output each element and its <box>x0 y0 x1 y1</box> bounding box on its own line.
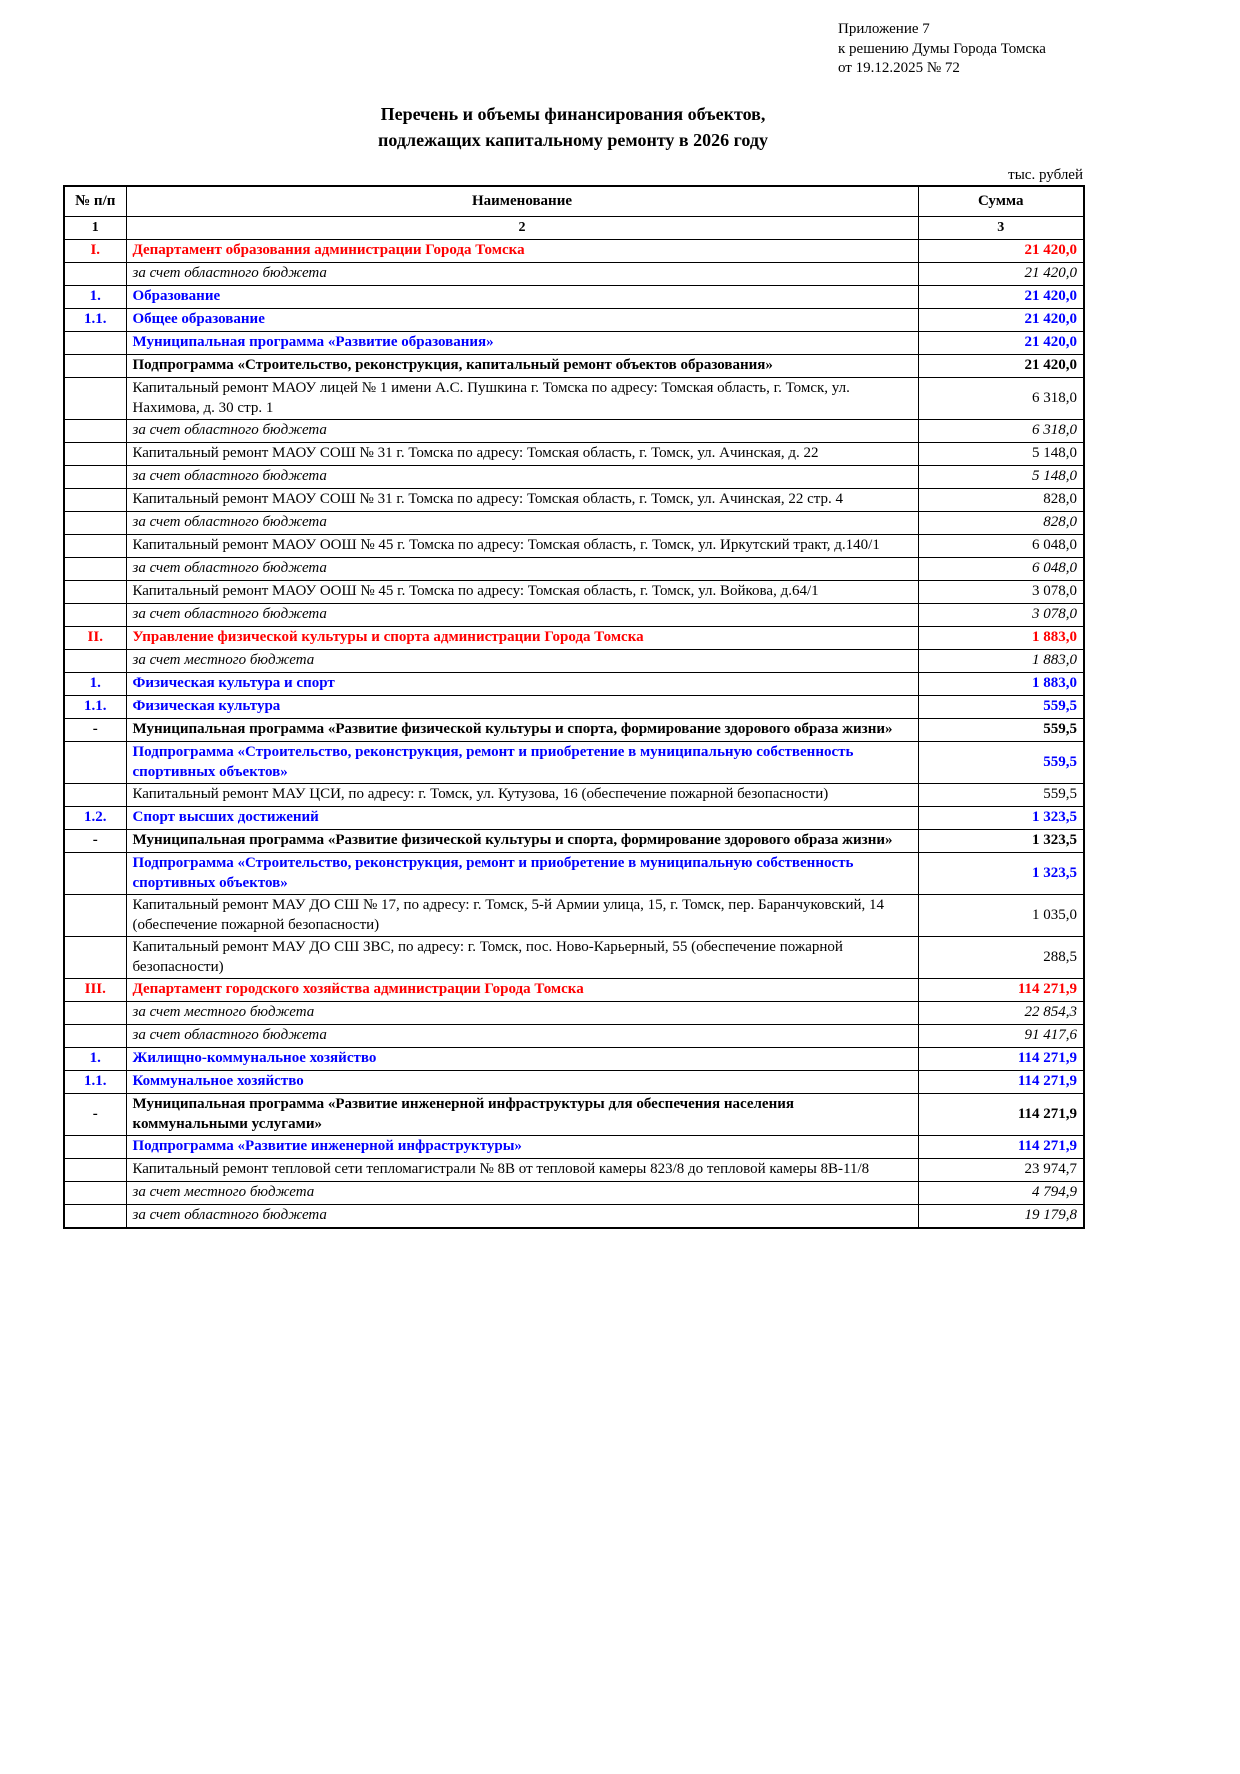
column-header-name: Наименование <box>126 186 918 217</box>
table-row <box>64 1159 1084 1182</box>
table-row <box>64 1136 1084 1159</box>
row-number <box>64 895 126 937</box>
table-row <box>64 830 1084 853</box>
row-sum: 559,5 <box>918 719 1084 742</box>
row-sum: 114 271,9 <box>918 1071 1084 1094</box>
row-number <box>64 378 126 420</box>
table-row <box>64 627 1084 650</box>
column-header-number: № п/п <box>64 186 126 217</box>
row-sum: 288,5 <box>918 937 1084 979</box>
row-number <box>64 1205 126 1228</box>
table-row <box>64 263 1084 286</box>
column-number: 2 <box>126 217 918 240</box>
row-sum: 828,0 <box>918 489 1084 512</box>
row-number <box>64 937 126 979</box>
row-name: Департамент образования администрации Города Томска <box>126 240 918 263</box>
row-number <box>64 784 126 807</box>
row-name: за счет областного бюджета <box>126 512 918 535</box>
table-row <box>64 443 1084 466</box>
row-number: I. <box>64 240 126 263</box>
table-row <box>64 240 1084 263</box>
row-number: - <box>64 1094 126 1136</box>
row-name: Жилищно-коммунальное хозяйство <box>126 1048 918 1071</box>
row-number <box>64 604 126 627</box>
row-name: за счет областного бюджета <box>126 1025 918 1048</box>
table-row <box>64 1071 1084 1094</box>
row-name: за счет областного бюджета <box>126 1205 918 1228</box>
table-row <box>64 807 1084 830</box>
table-row <box>64 489 1084 512</box>
row-number <box>64 263 126 286</box>
row-sum: 21 420,0 <box>918 263 1084 286</box>
row-sum: 21 420,0 <box>918 309 1084 332</box>
row-sum: 1 323,5 <box>918 853 1084 895</box>
row-name: Капитальный ремонт МАОУ ООШ № 45 г. Томска по адресу: Томская область, г. Томск, ул. Иркутский тракт, д.140/1 <box>126 535 918 558</box>
table-row <box>64 696 1084 719</box>
table-row <box>64 719 1084 742</box>
table-row <box>64 979 1084 1002</box>
table-row <box>64 673 1084 696</box>
page <box>0 20 1240 1774</box>
row-number: 1.1. <box>64 309 126 332</box>
row-sum: 19 179,8 <box>918 1205 1084 1228</box>
row-name: за счет местного бюджета <box>126 1002 918 1025</box>
row-sum: 114 271,9 <box>918 1136 1084 1159</box>
row-sum: 6 318,0 <box>918 378 1084 420</box>
row-name: за счет местного бюджета <box>126 1182 918 1205</box>
row-number <box>64 535 126 558</box>
table-row <box>64 1048 1084 1071</box>
row-sum: 6 048,0 <box>918 535 1084 558</box>
table-row <box>64 420 1084 443</box>
row-name: Капитальный ремонт МАОУ ООШ № 45 г. Томска по адресу: Томская область, г. Томск, ул. Войкова, д.64/1 <box>126 581 918 604</box>
row-sum: 23 974,7 <box>918 1159 1084 1182</box>
row-number <box>64 1136 126 1159</box>
row-number <box>64 466 126 489</box>
row-sum: 1 035,0 <box>918 895 1084 937</box>
row-number: 1.2. <box>64 807 126 830</box>
column-number: 3 <box>918 217 1084 240</box>
table-row <box>64 1094 1084 1136</box>
table-row <box>64 937 1084 979</box>
row-number: 1. <box>64 286 126 309</box>
row-name: Капитальный ремонт МАОУ СОШ № 31 г. Томска по адресу: Томская область, г. Томск, ул. Ачинская, д. 22 <box>126 443 918 466</box>
row-sum: 114 271,9 <box>918 1048 1084 1071</box>
row-number <box>64 1182 126 1205</box>
page-title-line: Перечень и объемы финансирования объектов, <box>380 103 766 124</box>
column-header-sum: Сумма <box>918 186 1084 217</box>
row-number <box>64 1025 126 1048</box>
row-name: за счет областного бюджета <box>126 604 918 627</box>
table-row <box>64 1182 1084 1205</box>
table-row <box>64 1205 1084 1228</box>
row-sum: 6 318,0 <box>918 420 1084 443</box>
row-name: Подпрограмма «Развитие инженерной инфраструктуры» <box>126 1136 918 1159</box>
row-name: Капитальный ремонт МАОУ СОШ № 31 г. Томска по адресу: Томская область, г. Томск, ул. Ачинская, 22 стр. 4 <box>126 489 918 512</box>
row-sum: 21 420,0 <box>918 355 1084 378</box>
row-sum: 1 883,0 <box>918 673 1084 696</box>
row-name: Муниципальная программа «Развитие физической культуры и спорта, формирование здорового образа жизни» <box>126 830 918 853</box>
row-name: Образование <box>126 286 918 309</box>
units-note: тыс. рублей <box>1008 166 1083 183</box>
row-sum: 5 148,0 <box>918 466 1084 489</box>
annex-line: от 19.12.2025 № 72 <box>838 60 960 76</box>
row-number: 1. <box>64 673 126 696</box>
row-sum: 1 323,5 <box>918 807 1084 830</box>
row-number <box>64 489 126 512</box>
row-sum: 1 883,0 <box>918 650 1084 673</box>
row-sum: 22 854,3 <box>918 1002 1084 1025</box>
table-row <box>64 558 1084 581</box>
row-sum: 559,5 <box>918 742 1084 784</box>
row-sum: 1 883,0 <box>918 627 1084 650</box>
row-number: III. <box>64 979 126 1002</box>
row-number <box>64 581 126 604</box>
annex-line: к решению Думы Города Томска <box>838 40 1046 57</box>
financing-table <box>63 185 1085 1229</box>
row-number: 1.1. <box>64 696 126 719</box>
row-number <box>64 558 126 581</box>
annex-block <box>838 20 1240 79</box>
row-name: за счет областного бюджета <box>126 466 918 489</box>
page-title-line: подлежащих капитальному ремонту в 2026 году <box>378 129 768 150</box>
row-name: Капитальный ремонт МАУ ДО СШ № 17, по адресу: г. Томск, 5-й Армии улица, 15, г. Томск, пер. Баранчуковский, 14 (обеспечение пожарной безопасности) <box>126 895 918 937</box>
row-name: за счет областного бюджета <box>126 420 918 443</box>
row-sum: 21 420,0 <box>918 240 1084 263</box>
row-number <box>64 1159 126 1182</box>
row-name: Общее образование <box>126 309 918 332</box>
row-name: Подпрограмма «Строительство, реконструкция, ремонт и приобретение в муниципальную собственность спортивных объектов» <box>126 853 918 895</box>
row-number <box>64 853 126 895</box>
row-sum: 559,5 <box>918 696 1084 719</box>
row-sum: 828,0 <box>918 512 1084 535</box>
row-number <box>64 1002 126 1025</box>
row-number <box>64 332 126 355</box>
row-sum: 21 420,0 <box>918 332 1084 355</box>
annex-line: Приложение 7 <box>838 21 930 37</box>
row-number <box>64 512 126 535</box>
row-name: Капитальный ремонт МАОУ лицей № 1 имени А.С. Пушкина г. Томска по адресу: Томская область, г. Томск, ул. Нахимова, д. 30 стр. 1 <box>126 378 918 420</box>
row-number: - <box>64 830 126 853</box>
row-sum: 559,5 <box>918 784 1084 807</box>
row-name: Подпрограмма «Строительство, реконструкция, ремонт и приобретение в муниципальную собственность спортивных объектов» <box>126 742 918 784</box>
table-row <box>64 512 1084 535</box>
row-sum: 114 271,9 <box>918 979 1084 1002</box>
table-row <box>64 378 1084 420</box>
table-row <box>64 355 1084 378</box>
row-name: Спорт высших достижений <box>126 807 918 830</box>
row-number: - <box>64 719 126 742</box>
table-row <box>64 466 1084 489</box>
row-number: 1. <box>64 1048 126 1071</box>
row-number <box>64 420 126 443</box>
row-sum: 91 417,6 <box>918 1025 1084 1048</box>
table-row <box>64 332 1084 355</box>
table-row <box>64 742 1084 784</box>
row-name: Подпрограмма «Строительство, реконструкция, капитальный ремонт объектов образования» <box>126 355 918 378</box>
row-sum: 6 048,0 <box>918 558 1084 581</box>
row-sum: 3 078,0 <box>918 604 1084 627</box>
column-number: 1 <box>64 217 126 240</box>
table-header-row <box>64 186 1084 217</box>
table-row <box>64 650 1084 673</box>
table-row <box>64 1002 1084 1025</box>
row-name: Муниципальная программа «Развитие инженерной инфраструктуры для обеспечения населения коммунальными услугами» <box>126 1094 918 1136</box>
column-number-row <box>64 217 1084 240</box>
row-number: II. <box>64 627 126 650</box>
row-name: Муниципальная программа «Развитие физической культуры и спорта, формирование здорового образа жизни» <box>126 719 918 742</box>
row-sum: 4 794,9 <box>918 1182 1084 1205</box>
row-name: за счет областного бюджета <box>126 263 918 286</box>
row-name: Капитальный ремонт МАУ ЦСИ, по адресу: г. Томск, ул. Кутузова, 16 (обеспечение пожарной безопасности) <box>126 784 918 807</box>
row-number <box>64 742 126 784</box>
page-title <box>63 101 1083 153</box>
row-sum: 1 323,5 <box>918 830 1084 853</box>
row-name: Капитальный ремонт тепловой сети тепломагистрали № 8В от тепловой камеры 823/8 до тепловой камеры 8В-11/8 <box>126 1159 918 1182</box>
row-name: Капитальный ремонт МАУ ДО СШ ЗВС, по адресу: г. Томск, пос. Ново-Карьерный, 55 (обеспечение пожарной безопасности) <box>126 937 918 979</box>
row-number <box>64 443 126 466</box>
row-number <box>64 650 126 673</box>
row-name: Департамент городского хозяйства администрации Города Томска <box>126 979 918 1002</box>
table-row <box>64 535 1084 558</box>
row-name: Физическая культура и спорт <box>126 673 918 696</box>
row-name: Физическая культура <box>126 696 918 719</box>
row-name: за счет местного бюджета <box>126 650 918 673</box>
table-row <box>64 309 1084 332</box>
table-row <box>64 286 1084 309</box>
row-name: Коммунальное хозяйство <box>126 1071 918 1094</box>
row-sum: 3 078,0 <box>918 581 1084 604</box>
row-number <box>64 355 126 378</box>
row-number: 1.1. <box>64 1071 126 1094</box>
row-name: Управление физической культуры и спорта администрации Города Томска <box>126 627 918 650</box>
row-name: Муниципальная программа «Развитие образования» <box>126 332 918 355</box>
row-sum: 21 420,0 <box>918 286 1084 309</box>
row-sum: 114 271,9 <box>918 1094 1084 1136</box>
table-row <box>64 604 1084 627</box>
row-sum: 5 148,0 <box>918 443 1084 466</box>
table-body <box>64 240 1084 1228</box>
row-name: за счет областного бюджета <box>126 558 918 581</box>
table-row <box>64 1025 1084 1048</box>
table-row <box>64 581 1084 604</box>
table-row <box>64 895 1084 937</box>
table-row <box>64 784 1084 807</box>
table-row <box>64 853 1084 895</box>
